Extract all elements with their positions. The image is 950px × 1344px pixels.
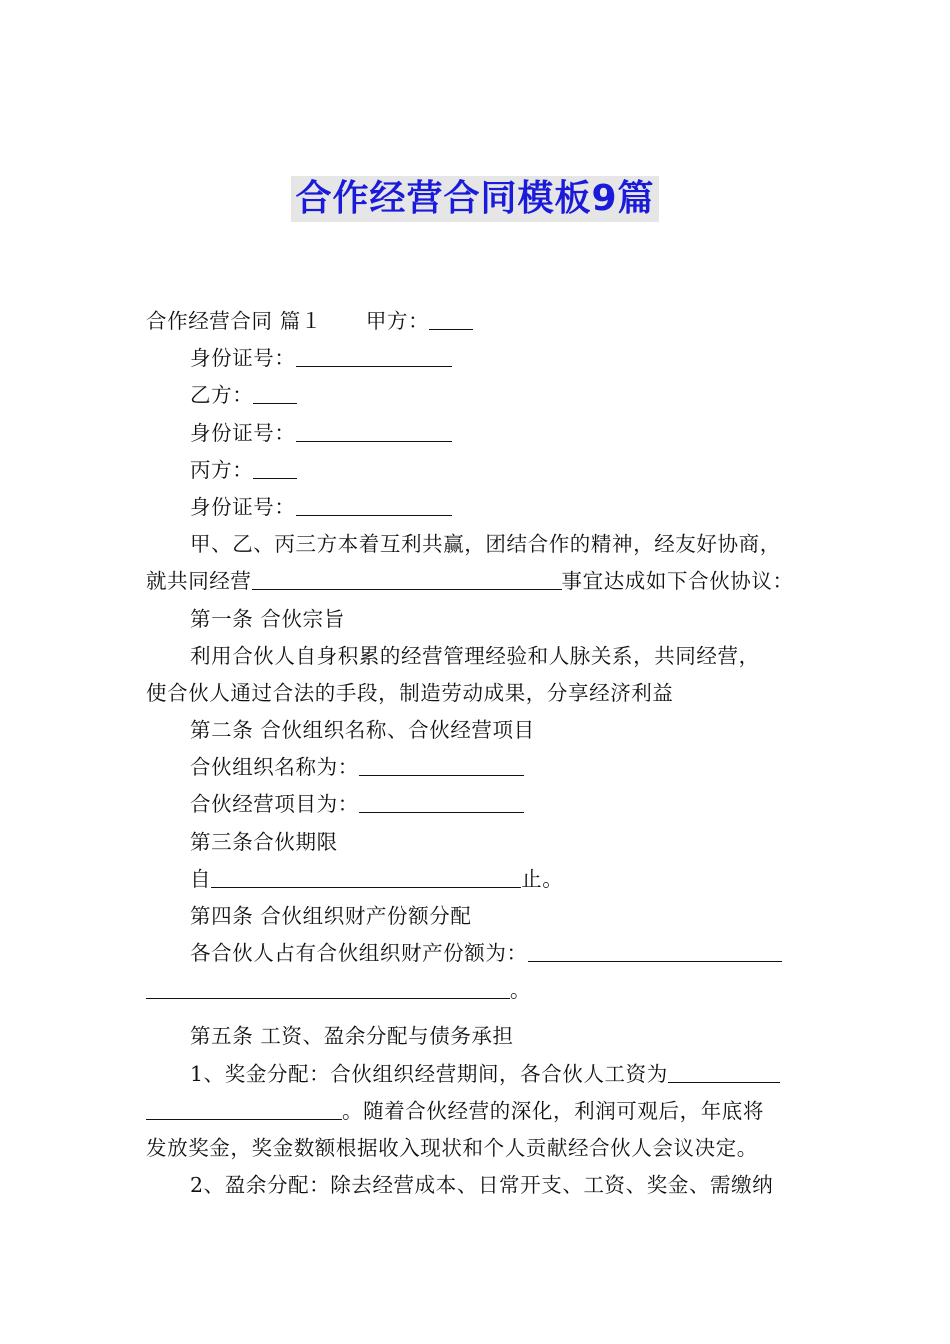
article-1-heading: 第一条 合伙宗旨 [190, 606, 345, 631]
id-label: 身份证号： [190, 420, 296, 445]
business-blank [252, 567, 562, 590]
share-line-2 [146, 972, 810, 1018]
share-end: 。 [510, 978, 532, 1003]
article-1-text-2: 使合伙人通过合法的手段，制造劳动成果，分享经济利益 [146, 680, 674, 705]
bonus-line-3: 发放奖金，奖金数额根据收入现状和个人贡献经合伙人会议决定。 [146, 1135, 758, 1160]
party-b-blank [253, 381, 297, 404]
document-title: 合作经营合同模板9篇 [291, 176, 658, 222]
contract-number-label: 合作经营合同 篇１ [146, 309, 322, 333]
party-a-blank [429, 307, 473, 330]
project-blank [359, 790, 524, 813]
term-line [146, 861, 810, 898]
org-name-line [146, 749, 810, 786]
article-1-text-1: 利用合伙人自身积累的经营管理经验和人脉关系，共同经营， [190, 643, 760, 668]
party-b-id-line [146, 415, 810, 452]
document-body [146, 303, 810, 1204]
bonus-line-2 [146, 1093, 810, 1130]
party-c-line [146, 452, 810, 489]
bonus-text: 1、奖金分配：合伙组织经营期间，各合伙人工资为 [190, 1061, 668, 1086]
share-blank-2 [146, 976, 510, 999]
party-a-id-line [146, 340, 810, 377]
org-name-blank [359, 753, 524, 776]
party-c-label: 丙方： [190, 457, 254, 482]
term-from: 自 [190, 866, 212, 891]
preamble-line-2 [146, 563, 810, 600]
contract-heading-line [146, 303, 810, 340]
share-label: 各合伙人占有合伙组织财产份额为： [190, 941, 528, 966]
org-name-label: 合伙组织名称为： [190, 755, 359, 780]
surplus-line-1: 2、盈余分配：除去经营成本、日常开支、工资、奖金、需缴纳 [190, 1173, 774, 1198]
party-c-blank [253, 456, 297, 479]
project-line [146, 786, 810, 823]
wage-blank-1 [668, 1060, 780, 1083]
share-line-1 [146, 935, 810, 972]
article-2-heading: 第二条 合伙组织名称、合伙经营项目 [190, 718, 535, 743]
term-end: 止。 [521, 866, 564, 891]
share-blank-1 [528, 939, 782, 962]
wage-blank-2 [146, 1097, 342, 1120]
project-label: 合伙经营项目为： [190, 792, 359, 817]
party-a-id-blank [296, 344, 452, 367]
preamble-text-end: 事宜达成如下合伙协议： [561, 569, 794, 594]
article-3-heading: 第三条合伙期限 [190, 829, 338, 854]
preamble-text: 就共同经营 [146, 569, 252, 594]
bonus-text-2: 。随着合伙经营的深化，利润可观后，年底将 [342, 1098, 764, 1123]
preamble-line-1: 甲、乙、丙三方本着互利共赢，团结合作的精神，经友好协商， [190, 532, 781, 557]
party-c-id-line [146, 489, 810, 526]
id-label: 身份证号： [190, 494, 296, 519]
term-blank [211, 865, 521, 888]
id-label: 身份证号： [190, 346, 296, 371]
party-b-line [146, 377, 810, 414]
article-5-heading: 第五条 工资、盈余分配与债务承担 [190, 1024, 514, 1049]
party-c-id-blank [296, 493, 452, 516]
title-container [0, 176, 950, 222]
party-b-id-blank [296, 419, 452, 442]
bonus-line-1 [146, 1056, 810, 1093]
article-4-heading: 第四条 合伙组织财产份额分配 [190, 904, 472, 928]
party-b-label: 乙方： [190, 383, 254, 408]
party-a-label: 甲方： [365, 309, 430, 333]
